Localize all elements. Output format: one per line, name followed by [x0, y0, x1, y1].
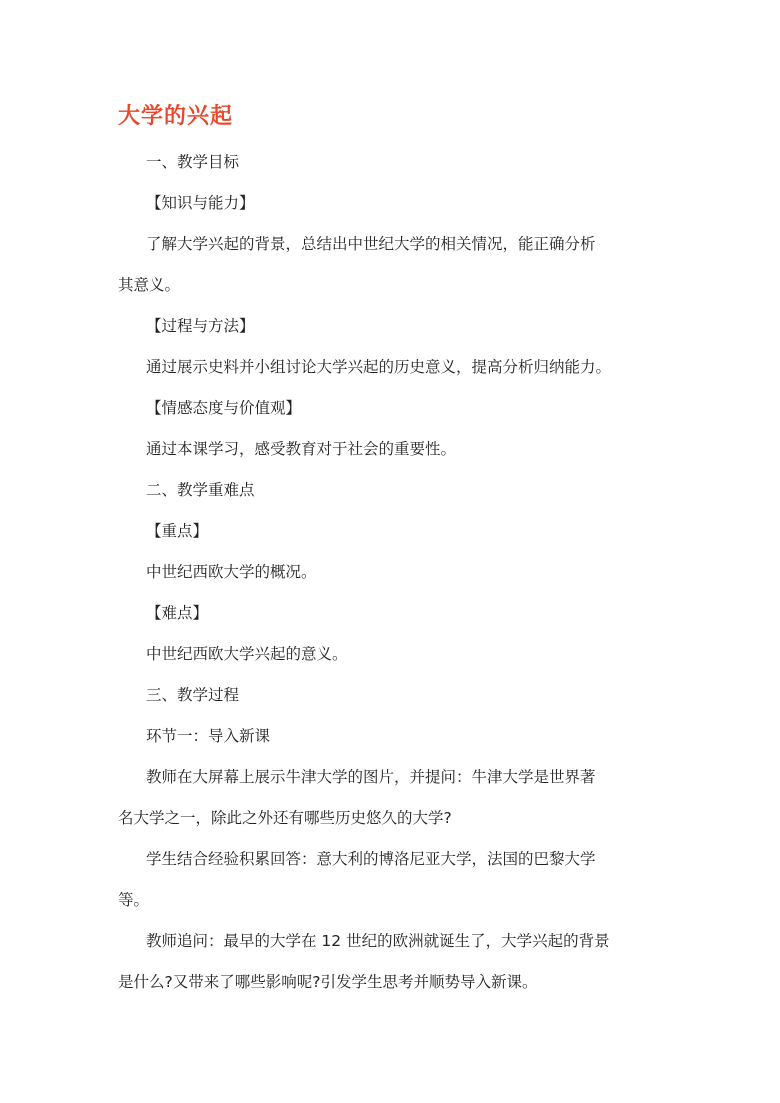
paragraph-teacher-line-2: 名大学之一，除此之外还有哪些历史悠久的大学?	[118, 809, 452, 827]
document-title: 大学的兴起	[118, 104, 234, 129]
paragraph-knowledge-line-1: 了解大学兴起的背景，总结出中世纪大学的相关情况，能正确分析	[146, 235, 596, 253]
paragraph-process: 通过展示史料并小组讨论大学兴起的历史意义，提高分析归纳能力。	[146, 358, 612, 376]
subheading-emotion: 【情感态度与价值观】	[146, 399, 302, 417]
section-heading-keypoints: 二、教学重难点	[146, 481, 255, 499]
subheading-focus: 【重点】	[146, 522, 209, 540]
section-heading-process: 三、教学过程	[146, 686, 240, 704]
subheading-process: 【过程与方法】	[146, 317, 255, 335]
paragraph-student-line-2: 等。	[118, 891, 150, 909]
subheading-step-one: 环节一：导入新课	[146, 727, 271, 745]
paragraph-teacher-line-1: 教师在大屏幕上展示牛津大学的图片，并提问：牛津大学是世界著	[146, 768, 596, 786]
paragraph-student-line-1: 学生结合经验积累回答：意大利的博洛尼亚大学，法国的巴黎大学	[146, 850, 596, 868]
paragraph-emotion: 通过本课学习，感受教育对于社会的重要性。	[146, 440, 457, 458]
subheading-difficulty: 【难点】	[146, 604, 209, 622]
paragraph-difficulty: 中世纪西欧大学兴起的意义。	[146, 645, 348, 663]
subheading-knowledge: 【知识与能力】	[146, 194, 255, 212]
paragraph-knowledge-line-2: 其意义。	[118, 276, 181, 294]
paragraph-followup-line-1: 教师追问：最早的大学在 12 世纪的欧洲就诞生了，大学兴起的背景	[146, 932, 610, 950]
paragraph-followup-line-2: 是什么?又带来了哪些影响呢?引发学生思考并顺势导入新课。	[118, 973, 538, 991]
section-heading-objectives: 一、教学目标	[146, 153, 240, 171]
paragraph-focus: 中世纪西欧大学的概况。	[146, 563, 317, 581]
